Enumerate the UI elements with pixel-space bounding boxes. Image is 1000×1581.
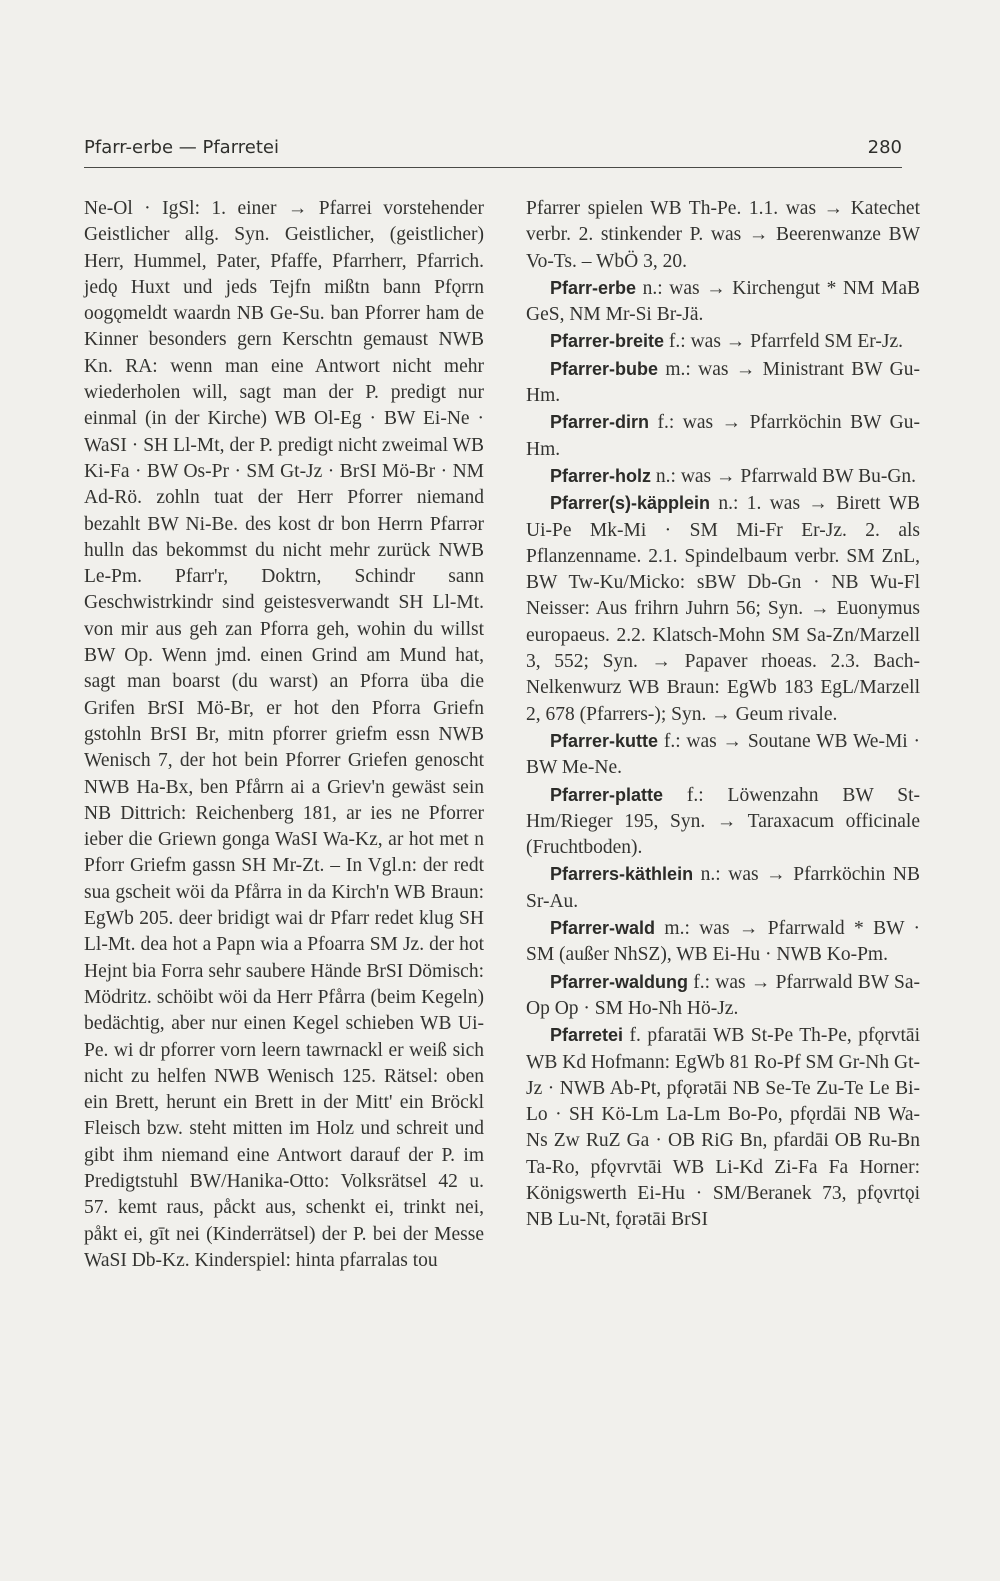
entry-pfarrer-platte [526,782,920,862]
lemma-headword: Pfarrers-käthlein [550,864,694,885]
entry-pfarrers-kaethlein [526,861,920,915]
lemma-headword: Pfarrer(s)-käpplein [550,493,711,514]
lemma-headword: Pfarrer-holz [550,465,652,486]
entry-pfarrer-kutte [526,728,920,782]
lemma-headword: Pfarretei [550,1025,624,1046]
entry-body: m.: was → Ministrant BW Gu-Hm. [526,358,920,407]
lemma-headword: Pfarrer-kutte [550,730,659,751]
page-number: 280 [867,137,902,158]
entry-pfarretei [526,1022,920,1233]
entry-pfarrer-holz [526,463,920,490]
running-head [84,137,902,168]
entry-body: f.: was → Soutane WB We-Mi · BW Me-Ne. [526,730,920,779]
entry-pfarrer-bube [526,356,920,410]
entry-pfarrer-waldung [526,969,920,1023]
entry-pfarrer-wald [526,915,920,969]
entry-body: f.: Löwenzahn BW St-Hm/Rieger 195, Syn. → Taraxacum officinale (Fruchtboden). [526,784,920,859]
entry-continuation: Ne-Ol · IgSl: 1. einer → Pfarrei vorstehender Geistlicher allg. Syn. Geistlicher, (geistlicher) Herr, Hummel, Pater, Pfaffe, Pfarrherr, Pfarrich. jedǫ Huxt und jeds Tejfn mißtn bann Pfǫrrn oogǫmeldt waardn NB Ge-Su. ban Pforrer ham de Kinner besonders gern Kerschtn gemaust NWB Kn. RA: wenn man eine Antwort nicht mehr wiederholen will, sagt man der P. predigt nur einmal (in der Kirche) WB Ol-Eg · BW Ei-Ne · WaSI · SH Ll-Mt, der P. predigt nicht zweimal WB Ki-Fa · BW Os-Pr · SM Gt-Jz · BrSI Mö-Br · NM Ad-Rö. zohln tuat der Herr Pforrer niemand bezahlt BW Ni-Be. des kost dr bon Herrn Pfarrər hulln das bekommst du nicht mehr zurück NWB Le-Pm. Pfarr'r, Doktrn, Schindr sann Geschwistrkindr sind geistesverwandt SH Ll-Mt. von mir aus geh zan Pforra geh, wohin du willst BW Op. Wenn jmd. einen Grind am Mund hat, sagt man boarst (du warst) an Pforra üba die Grifen BrSI Mö-Br, er hot den Pforra Griefn gstohln BrSI Br, mitn pforrer griefm essn NWB Wenisch 7, der hot bein Pforrer Griefen genoscht NWB Ha-Bx, ben Pfårrn ai a Griev'n gewäst sein NB Dittrich: Reichenberg 181, ar ies ne Pforrer ieber die Griewn gonga WaSI Wa-Kz, ar hot met n Pforr Griefm gassn SH Mr-Zt. – In Vgl.n: der redt sua gscheit wöi da Pfårra in da Kirch'n WB Braun: EgWb 205. deer bridigt wai dr Pfarr redet klug SH Ll-Mt. dea hot a Papn wia a Pfoarra SM Jz. der hot Hejnt bia Forra sehr saubere Hände BrSI Dömisch: Mödritz. schöibt wöi da Herr Pfårra (beim Kegeln) bedächtig, aber nur einen Kegel schieben WB Ui-Pe. wi dr pforrer vorn leern tawrnackl er weiß sich nicht zu helfen NWB Wenisch 125. Rätsel: oben ein Brett, herunt ein Brett in der Mitt' ein Bröckl Fleisch bzw. steht mitten im Holz und schreit und gibt ihm niemand eine Antwort darauf der P. im Predigtstuhl BW/Hanika-Otto: Volksrätsel 42 u. 57. kemt raus, påckt aus, schenkt ei, trinkt nei, påkt ei, gīt nei (Kinderrätsel) der P. bei der Messe WaSI Db-Kz. Kinderspiel: hinta pfarralas tou [84,198,484,1271]
entry-pfarrer-breite [526,328,920,355]
entry-body: f.: was → Pfarrköchin BW Gu-Hm. [526,412,920,460]
lemma-headword: Pfarrer-breite [550,331,665,352]
entry-continuation-intro: Pfarrer spielen WB Th-Pe. 1.1. was → Katechet verbr. 2. stinkender P. was → Beerenwanze BW Vo-Ts. – WbÖ 3, 20. [526,198,920,272]
lemma-headword: Pfarrer-waldung [550,971,689,992]
lemma-headword: Pfarrer-platte [550,784,664,805]
lemma-headword: Pfarrer-dirn [550,412,650,433]
entry-body: n.: was → Pfarrwald BW Bu-Gn. [651,465,917,487]
right-column [526,196,920,1234]
entry-body: f. pfaratāi WB St-Pe Th-Pe, pfǫrvtāi WB Kd Hofmann: EgWb 81 Ro-Pf SM Gr-Nh Gt-Jz · NWB Ab-Pt, pfǫrətāi NB Se-Te Zu-Te Le Bi-Lo · SH Kö-Lm La-Lm Bo-Po, pfǫrdāi NB Wa-Ns Zw RuZ Ga · OB RiG Bn, pfardāi OB Ru-Bn Ta-Ro, pfǫvrvtāi WB Li-Kd Zi-Fa Fa Horner: Königswerth Ei-Hu · SM/Beranek 73, pfǫvrtǫi NB Lu-Nt, fǫrətāi BrSI [526,1025,920,1231]
left-column [84,196,484,1274]
entry-pfarrer-dirn [526,409,920,463]
entry-body: n.: was → Kirchengut * NM MaB GeS, NM Mr-Si Br-Jä. [526,277,920,326]
lemma-headword: Pfarrer-bube [550,358,659,379]
lemma-headword: Pfarrer-wald [550,918,656,939]
entry-pfarr-erbe [526,275,920,329]
entry-body: f.: was → Pfarrwald BW Sa-Op Op · SM Ho-Nh Hö-Jz. [526,971,920,1019]
running-head-title: Pfarr-erbe — Pfarretei [84,137,279,158]
entry-pfarrers-kaepplein [526,490,920,728]
entry-body: f.: was → Pfarrfeld SM Er-Jz. [664,331,904,353]
entry-body: m.: was → Pfarrwald * BW · SM (außer NhSZ), WB Ei-Hu · NWB Ko-Pm. [526,918,920,966]
entry-body: n.: was → Pfarrköchin NB Sr-Au. [526,864,920,912]
lemma-headword: Pfarr-erbe [550,277,637,298]
entry-body: n.: 1. was → Birett WB Ui-Pe Mk-Mi · SM Mi-Fr Er-Jz. 2. als Pflanzenname. 2.1. Spindelbaum verbr. SM ZnL, BW Tw-Ku/Micko: sBW Db-Gn · NB Wu-Fl Neisser: Aus frihrn Juhrn 56; Syn. → Euonymus europaeus. 2.2. Klatsch-Mohn SM Sa-Zn/Marzell 3, 552; Syn. → Papaver rhoeas. 2.3. Bach-Nelkenwurz WB Braun: EgWb 183 EgL/Marzell 2, 678 (Pfarrers-); Syn. → Geum rivale. [526,493,920,725]
